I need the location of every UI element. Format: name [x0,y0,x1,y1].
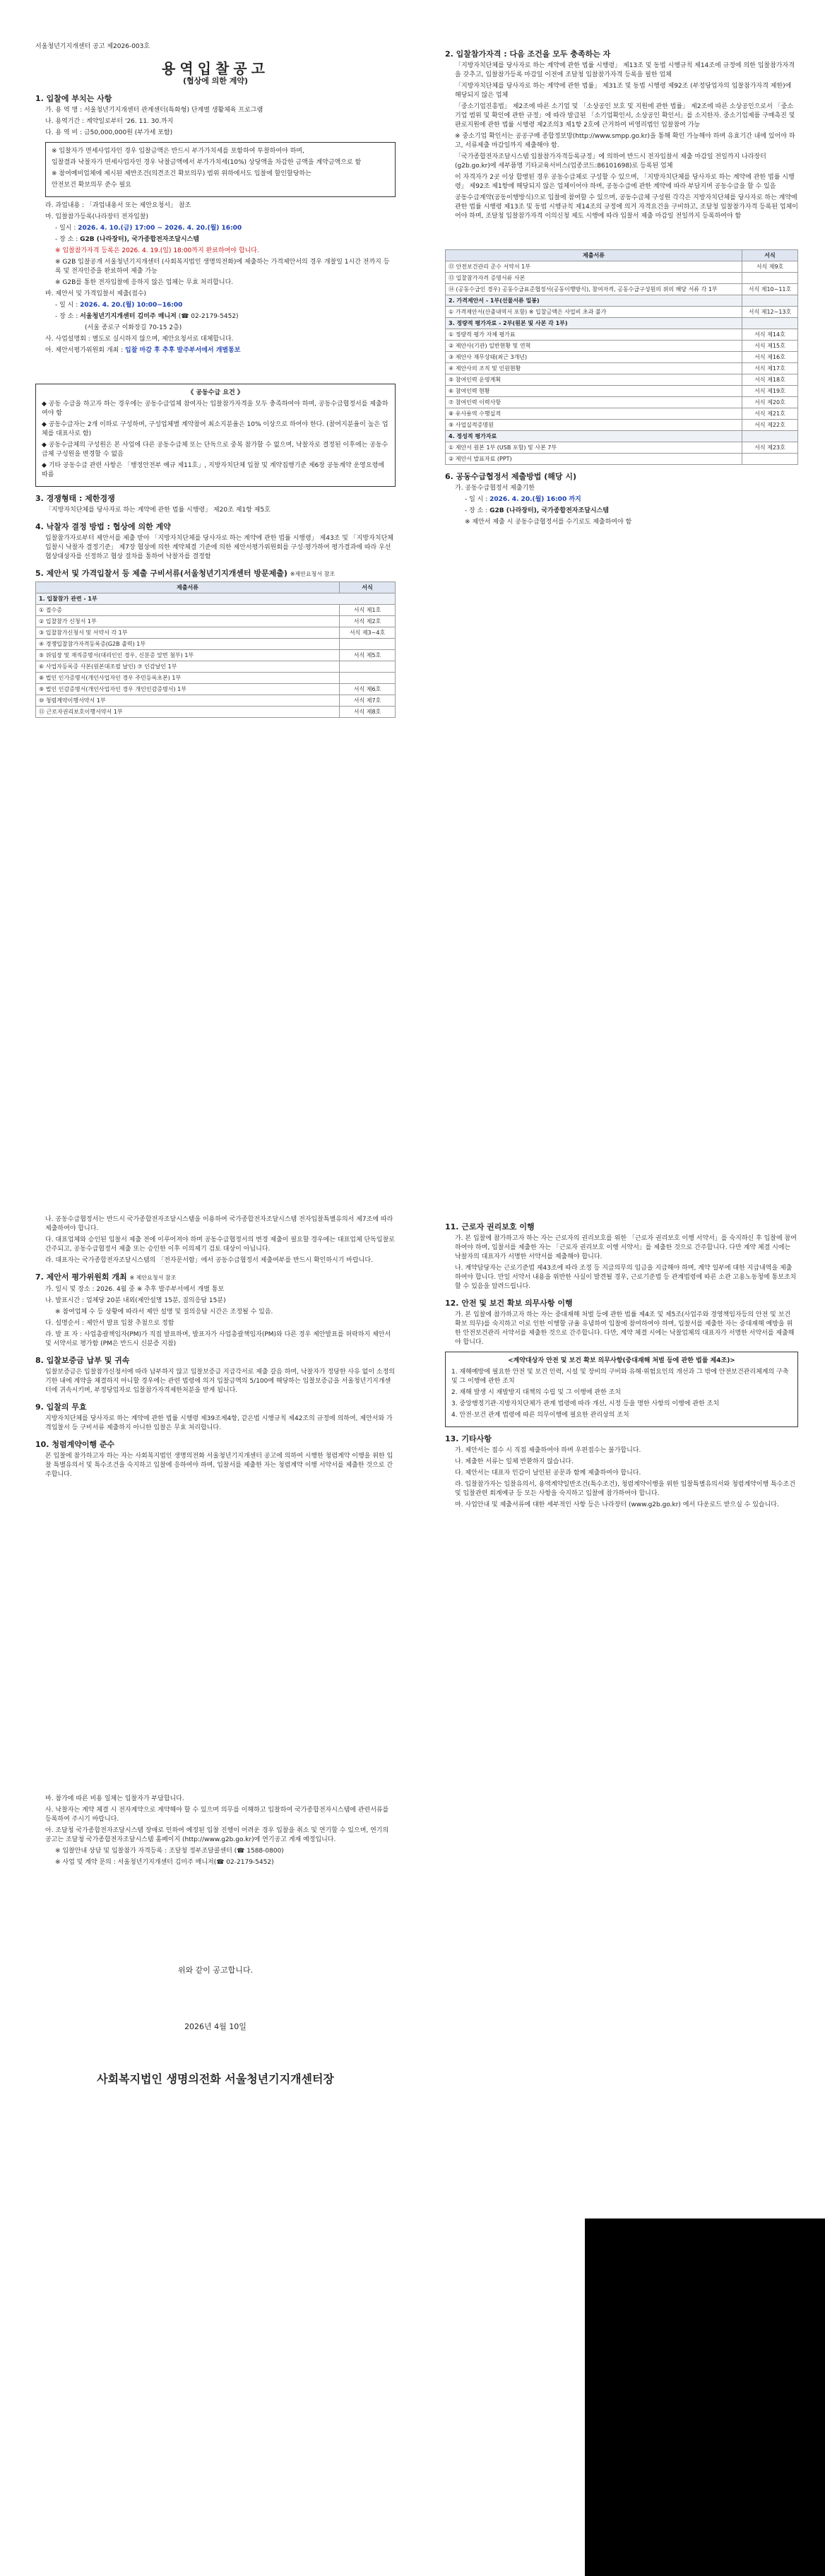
table-row [36,627,396,639]
box-line: ※ 입찰자가 면세사업자인 경우 입찰금액은 반드시 부가가치세를 포함하여 투찰하여야 하며, [52,148,304,155]
doc-cell: ① 제안서 원본 1부 (USB 포함) 및 사본 7부 [446,442,742,454]
p3-item: ※ 사업 및 계약 문의 : 서울청년기지개센터 김미주 매니저(☎ 02-2179-5452) [55,1859,274,1866]
table-row [446,408,798,420]
doc-cell: ⑬ 입찰참가자격 증명서류 사본 [446,273,742,284]
doc-cell: ② 제안서 발표자료 (PPT) [446,454,742,465]
doc-cell: ⑩ 청렴계약이행서약서 1부 [36,695,340,707]
form-cell [742,454,798,465]
table-row [446,341,798,352]
form-cell [742,431,798,442]
joint-req-item: ◆ 공동 수급을 하고자 하는 경우에는 공동수급업체 참여자는 입찰참가자격을 모두 충족하여야 하며, 공동수급협정서를 제출하여야 함 [42,401,388,417]
doc-cell: ⑥ 사업자등록증 사본(원본대조필 날인) ⑦ 인감날인 1부 [36,661,340,673]
doc-cell: ⑤ 참여인력 운영계획 [446,374,742,386]
registration-note: ※ G2B 입찰공개 서울청년기지개센터 (사회복지법인 생명의전화)에 제출하는 가격제안서의 경우 개찰일 1시간 전까지 등록 및 전자인증을 완료하여 제출 가능 [55,259,390,275]
p3-column [35,1795,396,1869]
doc-cell: ④ 제안사의 조직 및 인원현황 [446,363,742,374]
form-cell: 서식 제20호 [742,397,798,408]
section-3-text: 「지방자치단체를 당사자로 하는 계약에 관한 법률 시행령」 제20조 제1항 제5호 [45,507,271,514]
safety-item: 1. 재해예방에 필요한 안전 및 보건 인력, 시설 및 장비의 구비와 유해·위험요인의 개선과 그 밖에 안전보건관리체계의 구축 및 그 이행에 관한 조치 [451,1369,789,1385]
section-12-title: 12. 안전 및 보건 확보 의무사항 이행 [445,1299,573,1308]
site-briefing: 사. 사업설명회 : 별도로 실시하지 않으며, 제안요청서로 대체합니다. [45,336,234,343]
document-subtitle: (협상에 의한 계약) [182,76,249,85]
eval-label: 아. 제안서평가위원회 개최 : [45,347,124,354]
doc-cell: ① 가격제안서(산출내역서 포함) ※ 입찰금액은 사업비 초과 불가 [446,307,742,318]
s6-time: 2026. 4. 20.(월) 16:00 까지 [489,496,581,503]
doc-cell: ⑥ 참여인력 현황 [446,386,742,397]
bid-place-label: - 장 소 : [55,313,78,320]
s1-item: 마. 입찰참가등록(나라장터 전자입찰) [45,213,149,220]
doc-cell: ③ 제안사 재무상태(최근 3개년) [446,352,742,363]
s6-sub: 가. 공동수급협정서 제출기한 [455,485,535,492]
form-cell: 서식 제12~13호 [742,307,798,318]
section-3-title: 3. 경쟁형태 : 제한경쟁 [35,494,115,503]
table-row [446,284,798,295]
s6-time-label: - 일 시 : [465,496,488,503]
doc-cell: ② 입찰참가 신청서 1부 [36,616,340,627]
form-cell: 서식 제19호 [742,386,798,397]
p2-left-column [35,1215,396,1482]
form-cell: 서식 제3~4호 [340,627,396,639]
joint-req-item: ◆ 기타 공동수급 관련 사항은 「행정안전부 예규 제11호」, 지방자치단체 입찰 및 계약집행기준 제6장 공동계약 운영요령에 따름 [42,462,384,478]
p2-item: 다. 대표업체와 승인된 입찰서 제출 전에 이루어져야 하며 공동수급협정서의 변경 제출이 필요할 경우에는 대표업체 단독입찰로 간주되고, 공동수급협정서 제출 또는 승인한 이후 이의제기 검토 대상이 아닙니다. [45,1236,396,1253]
period-value: 2026. 4. 10.(금) 17:00 ~ 2026. 4. 20.(월) 16:00 [78,225,242,232]
s1-item: 가. 용 역 명 : 서울청년기지개센터 관계센터(특화형) 단계별 생활체육 프로그램 [45,107,263,114]
s13-item: 나. 제출한 서류는 일체 반환하지 않습니다. [455,1458,574,1465]
table-row [446,454,798,465]
doc-cell: ① 접수증 [36,605,340,616]
doc-cell: ③ 입찰참가신청서 및 서약서 각 1부 [36,627,340,639]
form-cell [340,639,396,650]
joint-requirements-box [35,384,396,487]
form-cell [340,661,396,673]
form-cell: 서식 제1호 [340,605,396,616]
place-label: - 장 소 : [55,236,78,243]
page-1 [0,0,825,841]
col-form: 서식 [742,250,798,261]
form-cell: 서식 제21호 [742,408,798,420]
s10-text: 본 입찰에 참가하고자 하는 자는 사회복지법인 생명의전화 서울청년기지개센터 공고에 의하여 시행한 청렴계약 이행을 위한 입찰 특별유의서 및 특수조건을 숙지하고 입찰에 응하여야 하며, 입찰서를 제출한 자는 청렴계약 이행 서약서를 제출한 것으로 간주합니다. [45,1453,393,1478]
p3-item: ※ 입찰안내 상담 및 입찰참가 자격등록 : 조달청 정부조달콜센터 (☎ 1588-0800) [55,1848,284,1855]
p3-item: 사. 낙찰자는 계약 체결 시 전자계약으로 계약해야 할 수 있으며 의무를 이해하고 입찰하여 국가종합전자시스템에 관련서류를 등록하여 주시기 바랍니다. [45,1807,389,1823]
notice-date: 2026년 4월 10일 [184,2022,247,2031]
closing-text: 위와 같이 공고합니다. [177,1966,254,1975]
p3-item: 아. 조달청 국가종합전자조달시스템 장애로 인하여 예정된 입찰 진행이 어려운 경우 입찰을 취소 및 연기할 수 있으며, 연기의 공고는 조달청 국가종합전자조달시스템 홈페이지 (http://www.g2b.go.kr)에 연기공고 게재 예정입니다. [45,1827,389,1843]
joint-req-item: ◆ 공동수급자는 2개 이하로 구성하며, 구성업체별 계약참여 최소지분율은 10% 이상으로 하여야 한다. (참여지분율이 높은 업체를 대표사로 함) [42,421,388,437]
s9-text: 지방자치단체를 당사자로 하는 계약에 관한 법률 시행령 제39조제4항, 같은법 시행규칙 제42조의 규정에 의하여, 제안서와 가격입찰서 등 구비서류 제출하지 아니한 입찰은 무효 처리합니다. [45,1415,393,1431]
col-form: 서식 [340,582,396,593]
section-4-title: 4. 낙찰자 결정 방법 : 협상에 의한 계약 [35,522,171,531]
table-row [446,318,798,329]
bid-contact: (☎ 02-2179-5452) [178,313,239,320]
notice-box [45,142,396,197]
form-cell: 서식 제6호 [340,684,396,695]
section-4-text: 입찰참가자로부터 제안서를 제출 받아 「지방자치단체를 당사자로 하는 계약에 관한 법률 시행령」 제43조 및 「지방자치단체 입찰시 낙찰자 결정기준」 제7장 협상에 의한 계약체결 기준에 의한 제안서평가위원회를 구성·평가하여 평가결과에 따라 우선협상대상자를 선정하고 협상 절차를 통하여 낙찰자를 결정함 [45,535,393,560]
joint-requirements-title: 《 공동수급 요건 》 [187,389,244,396]
section-8-title: 8. 입찰보증금 납부 및 귀속 [35,1356,130,1365]
s11-item: 나. 계약담당자는 근로기준법 제43조에 따라 조정 등 지급의무의 임금을 지급해야 하며, 계약 일부에 대한 지급내역을 제출하여야 합니다. 만일 서약서 내용을 위반한 사실이 발견될 경우, 근로기준법 등 관계법령에 따른 소관 고용노동청에 통보조치 할 수 있음을 알려드립니다. [455,1265,797,1290]
form-cell: 서식 제8호 [340,707,396,718]
s13-item: 라. 입찰참가자는 입찰유의서, 용역계약일반조건(특수조건), 청렴계약이행을 위한 입찰특별유의서와 청렴계약이행 특수조건 및 입찰관련 회계예규 등 모든 사항을 숙지하고 입찰에 참가하여야 합니다. [455,1481,795,1497]
doc-cell: ④ 경쟁입찰참가자격등록증(G2B 출력) 1부 [36,639,340,650]
documents-table [35,581,396,718]
doc-cell: ⑫ 안전보건관리 준수 서약서 1부 [446,261,742,273]
p3-item: 바. 참가에 따른 비용 일체는 입찰자가 부담합니다. [45,1795,184,1802]
safety-box [445,1352,798,1427]
s7-item: ※ 참여업체 수 등 상황에 따라서 제안 설명 및 질의응답 시간은 조정될 수 있음. [55,1308,273,1316]
p2-item: 나. 공동수급협정서는 반드시 국가종합전자조달시스템을 이용하여 국가종합전자조달시스템 전자입찰특별유의서 제7조에 따라 제출하여야 합니다. [45,1216,393,1232]
eval-value: 입찰 마감 후 추후 발주부서에서 개별통보 [125,347,241,354]
table-row [446,261,798,273]
s6-place-label: - 장 소 : [465,507,488,514]
registration-note: ※ 입찰참가자격 등록은 2026. 4. 19.(일) 18:00까지 완료하여야 합니다. [55,247,259,254]
eligibility-item: 「국가종합전자조달시스템 입찰참가자격등록규정」에 의하여 반드시 전자입찰서 제출 마감일 전일까지 나라장터(g2b.go.kr)에 세부품명 기타교육서비스(업종코드:86101698)로 등록된 업체 [455,153,766,170]
s6-note: ※ 제안서 제출 시 공동수급협정서를 수기로도 제출하여야 함 [465,519,632,526]
doc-cell: 3. 정량적 평가자료 - 2부(원본 및 사본 각 1부) [446,318,742,329]
notice-number: 서울청년기지개센터 공고 제2026-003호 [35,43,150,50]
page-2 [0,1201,825,1752]
table-row [36,639,396,650]
place-value: G2B (나라장터), 국가종합전자조달시스템 [80,236,199,243]
form-cell: 서식 제14호 [742,329,798,341]
table-row [446,329,798,341]
form-cell [742,273,798,284]
s13-item: 다. 제안서는 대표자 인감이 날인된 공문과 함께 제출하여야 합니다. [455,1470,641,1477]
s1-item: 나. 용역기간 : 계약일로부터 '26. 11. 30.까지 [45,118,174,125]
s13-item: 가. 제안서는 접수 시 직접 제출하여야 하며 우편접수는 불가합니다. [455,1447,641,1454]
section-1-title: 1. 입찰에 부치는 사항 [35,94,112,103]
doc-cell: ⑭ (공동수급인 경우) 공동수급표준협정서(공동이행방식), 참여자격, 공동수급구성원의 위의 해당 서류 각 1부 [446,284,742,295]
section-9-title: 9. 입찰의 무효 [35,1402,87,1412]
box-line: 입찰결과 낙찰자가 면세사업자인 경우 낙찰금액에서 부가가치세(10%) 상당액을 차감한 금액을 계약금액으로 함 [52,159,362,166]
col-doc: 제출서류 [446,250,742,261]
form-cell: 서식 제17호 [742,363,798,374]
doc-cell: 2. 가격제안서 - 1부(선물서류 밀봉) [446,295,742,307]
safety-item: 3. 중앙행정기관·지방자치단체가 관계 법령에 따라 개선, 시정 등을 명한 사항의 이행에 관한 조치 [451,1400,720,1407]
bid-address: (서울 종로구 이화장길 70-15 2층) [85,324,182,331]
form-cell: 서식 제23호 [742,442,798,454]
s13-item: 마. 사업안내 및 제출서류에 대한 세부적인 사항 등은 나라장터 (www.g2b.go.kr) 에서 다운로드 받으실 수 있습니다. [455,1501,779,1508]
p2-item: 라. 대표자는 국가종합전자조달시스템의 「전자문서함」에서 공동수급협정서 제출여부를 반드시 확인하시기 바랍니다. [45,1257,373,1264]
form-cell: 서식 제10~11호 [742,284,798,295]
s12-text: 가. 본 입찰에 참가하고자 하는 자는 중대재해 처벌 등에 관한 법률 제4조 및 제5조(사업주와 경영책임자등의 안전 및 보건 확보 의무)를 숙지하고 이로 인한 이행할 규율 유념하여 입찰에 참여하여야 하며, 입찰서를 제출한 자는 중대재해 예방을 위한 안전보건관리 서약서를 제출한 것으로 간주합니다. 다만, 계약 체결 시에는 낙찰업체의 대표자가 서명한 서약서를 제출해야 합니다. [455,1311,795,1346]
table-row [36,684,396,695]
doc-cell: ⑨ 사업실적증명원 [446,420,742,431]
table-row [36,650,396,661]
table-row [446,352,798,363]
section-7-title: 7. 제안서 평가위원회 개최 ※ 제안요청서 참조 [35,1272,177,1282]
bid-submission-title: 바. 제안서 및 가격입찰서 제출(접수) [45,290,147,297]
bid-time-label: - 일 시 : [55,302,78,309]
eligibility-item: 「지방자치단체를 당사자로 하는 계약에 관한 법률 시행령」 제13조 및 동법 시행규칙 제14조에 규정에 의한 입찰참가자격을 갖추고, 입찰참가등록 마감일 이전에 조달청 입찰참가자격 등록을 필한 업체 [455,62,795,78]
table-row [36,695,396,707]
section-6-title: 6. 공동수급협정서 제출방법 (해당 시) [445,472,576,481]
registration-note: ※ G2B를 통한 전자입찰에 응하지 않은 업체는 무효 처리합니다. [55,279,234,286]
table-row [36,661,396,673]
form-cell [340,673,396,684]
box-line: 안전보건 확보의무 준수 필요 [52,182,131,189]
form-cell: 서식 제18호 [742,374,798,386]
form-cell: 서식 제16호 [742,352,798,363]
table-row [36,707,396,718]
doc-cell: 4. 정성적 평가자료 [446,431,742,442]
doc-cell: ① 정량적 평가 자체 평가표 [446,329,742,341]
section-11-title: 11. 근로자 권리보호 이행 [445,1222,535,1231]
form-cell: 서식 제22호 [742,420,798,431]
safety-item: 4. 안전·보건 관계 법령에 따른 의무이행에 필요한 관리상의 조치 [451,1412,629,1419]
table-row [446,295,798,307]
redaction-block [585,2218,825,2576]
s7-item: 가. 일시 및 장소 : 2026. 4월 중 ※ 추후 발주부서에서 개별 통보 [45,1286,225,1293]
s11-item: 가. 본 입찰에 참가하고자 하는 자는 근로자의 권리보호를 위한 「근로자 권리보호 이행 서약서」를 숙지하신 후 입찰에 참여하여야 하며, 입찰서를 제출한 자는 「근로자 권리보호 이행 서약서」를 제출한 것으로 간주합니다. 다만 계약 체결 시에는 낙찰자의 대표자가 서명한 서약서를 제출해야 합니다. [455,1235,797,1260]
table-row [36,605,396,616]
form-cell: 서식 제15호 [742,341,798,352]
section-10-title: 10. 청렴계약이행 준수 [35,1440,115,1449]
doc-cell: ⑨ 법인 인감증명서(개인사업자인 경우 개인인감증명서) 1부 [36,684,340,695]
doc-cell: ⑧ 법인 인가증명서(개인사업자인 경우 주민등록초본) 1부 [36,673,340,684]
doc-cell: ⑧ 유사용역 수행실적 [446,408,742,420]
table-row [446,307,798,318]
col-doc: 제출서류 [36,582,340,593]
table-row [446,273,798,284]
section-5-title: 5. 제안서 및 가격입찰서 등 제출 구비서류(서울청년기지개센터 방문제출) ※제안요청서 참조 [35,569,336,578]
right-column [445,42,798,529]
eligibility-item: 공동수급계약(공동이행방식)으로 입찰에 참여할 수 있으며, 공동수급체 구성원 각각은 지방자치단체를 당사자로 하는 계약에 관한 법률 시행령 제13조 및 동법 시행규칙 제14조의 규정에 의거 자격요건을 구비하고, 조달청 입찰참가자격 등록된 업체이어야 하며, 조달청 입찰참가자격 이의신청 제도 시행에 따라 입찰서 제출 마감일 전일까지 등록하여야 함 [455,194,798,220]
table-row [36,616,396,627]
s7-item: 라. 발 표 자 : 사업총괄책임자(PM)가 직접 발표하며, 발표자가 사업총괄책임자(PM)와 다른 경우 제안발표를 허락하지 제안서 및 서약서로 평가함 (PM은 반드시 신분증 지참) [45,1331,391,1347]
form-cell: 서식 제9호 [742,261,798,273]
s6-place: G2B (나라장터), 국가종합전자조달시스템 [489,507,609,514]
section-2-title: 2. 입찰참가자격 : 다음 조건을 모두 충족하는 자 [445,49,611,59]
doc-cell: ② 제안사(기관) 일반현황 및 연혁 [446,341,742,352]
form-cell [742,295,798,307]
eligibility-item: 「중소기업진흥법」 제2조에 따른 소기업 및 「소상공인 보호 및 지원에 관한 법률」 제2조에 따른 소상공인으로서 「중소기업 범위 및 확인에 관한 규정」에 따라 발급된 「소기업확인서, 소상공인 확인서」를 소지한자. 중소기업제품 구매촉진 및 판로지원에 관한 법률 시행령 제2조의3 제1항 2호에 근거하여 비영리법인 입찰참여 가능 [455,103,795,129]
safety-item: 2. 재해 발생 시 재발방지 대책의 수립 및 그 이행에 관한 조치 [451,1389,622,1396]
doc-cell: ⑤ 위임장 및 재직증명서(대리인인 경우, 신분증 앞면 첨부) 1부 [36,650,340,661]
form-cell [742,318,798,329]
doc-cell: ⑦ 참여인력 이력사항 [446,397,742,408]
s1-item: 라. 과업내용 : 「과업내용서 또는 제안요청서」 참조 [45,202,191,209]
s7-item: 나. 발표시간 : 업체당 20분 내외(제안설명 15분, 질의응답 15분) [45,1297,226,1304]
table-row [446,442,798,454]
doc-cell: ⑪ 근로자권리보호이행서약서 1부 [36,707,340,718]
documents-table-continued [445,249,798,465]
form-cell: 서식 제2호 [340,616,396,627]
table-row [446,420,798,431]
s1-item: 다. 용 역 비 : 금50,000,000원 (부가세 포함) [45,129,173,136]
safety-box-title: <계약대상자 안전 및 보건 확보 의무사항(중대재해 처벌 등에 관한 법률 제4조)> [508,1357,735,1364]
joint-req-item: ◆ 공동수급체의 구성원은 본 사업에 다른 공동수급체 또는 단독으로 중복 참가할 수 없으며, 낙찰자로 결정된 이후에는 공동수급체 구성원을 변경할 수 없음 [42,442,388,458]
table-row [446,374,798,386]
bid-time: 2026. 4. 20.(월) 10:00~16:00 [80,302,183,309]
eligibility-item: 이 자격자가 2곳 이상 합병된 경우 공동수급체로 구성할 수 있으며, 「지방자치단체를 당사자로 하는 계약에 관한 법률 시행령」 제92조 제1항에 해당되지 않은 업체이어야 하며, 공동수급에 관한 계약에 따라 부담지며 공동수급을 할 수 있음 [455,174,795,190]
s7-item: 다. 설명순서 : 제안서 발표 입찰 추첨으로 정함 [45,1320,174,1327]
table-row [446,431,798,442]
eligibility-item: ※ 중소기업 확인서는 공공구매 종합정보망(http://www.smpp.go.kr)을 통해 확인 가능해야 하며 유효기간 내에 있어야 하고, 서류제출 마감일까지 제출해야 함. [455,133,795,149]
table-row [446,397,798,408]
form-cell: 서식 제5호 [340,650,396,661]
section-13-title: 13. 기타사항 [445,1434,492,1443]
document-title: 용역입찰공고 [162,60,269,77]
box-line: ※ 참여예비업체에 제시된 제반조건(의견조건 확보의무) 범위 위하에서도 입찰에 할인할당하는 [52,170,311,177]
table-group: 1. 입찰참가 관련 - 1부 [36,593,396,605]
bid-place: 서울청년기지개센터 김미주 매니저 [80,313,177,320]
issuing-organization: 사회복지법인 생명의전화 서울청년기지개센터장 [97,2072,334,2086]
form-cell: 서식 제7호 [340,695,396,707]
p2-right-column [445,1215,798,1512]
table-row [446,386,798,397]
left-column [35,42,396,718]
table-row [446,363,798,374]
s8-text: 입찰보증금은 입찰참가신청서에 따라 납부하지 않고 입찰보증금 지급각서로 제출 갈음 하며, 낙찰자가 정당한 사유 없이 소정의 기한 내에 계약을 체결하지 아니할 경우에는 관련 법령에 의거 입찰금액의 5/100에 해당하는 입찰보증금을 서울청년기지개센터에 귀속시키며, 부정당업자로 입찰참가자격제한처분을 받게 됩니다. [45,1369,396,1394]
period-label: - 일시 : [55,225,76,232]
table-row [36,673,396,684]
eligibility-item: 「지방자치단체를 당사자로 하는 계약에 관한 법률」 제31조 및 동법 시행령 제92조 (부정당업자의 입찰참가자격 제한)에 해당되지 않은 업체 [455,83,792,99]
